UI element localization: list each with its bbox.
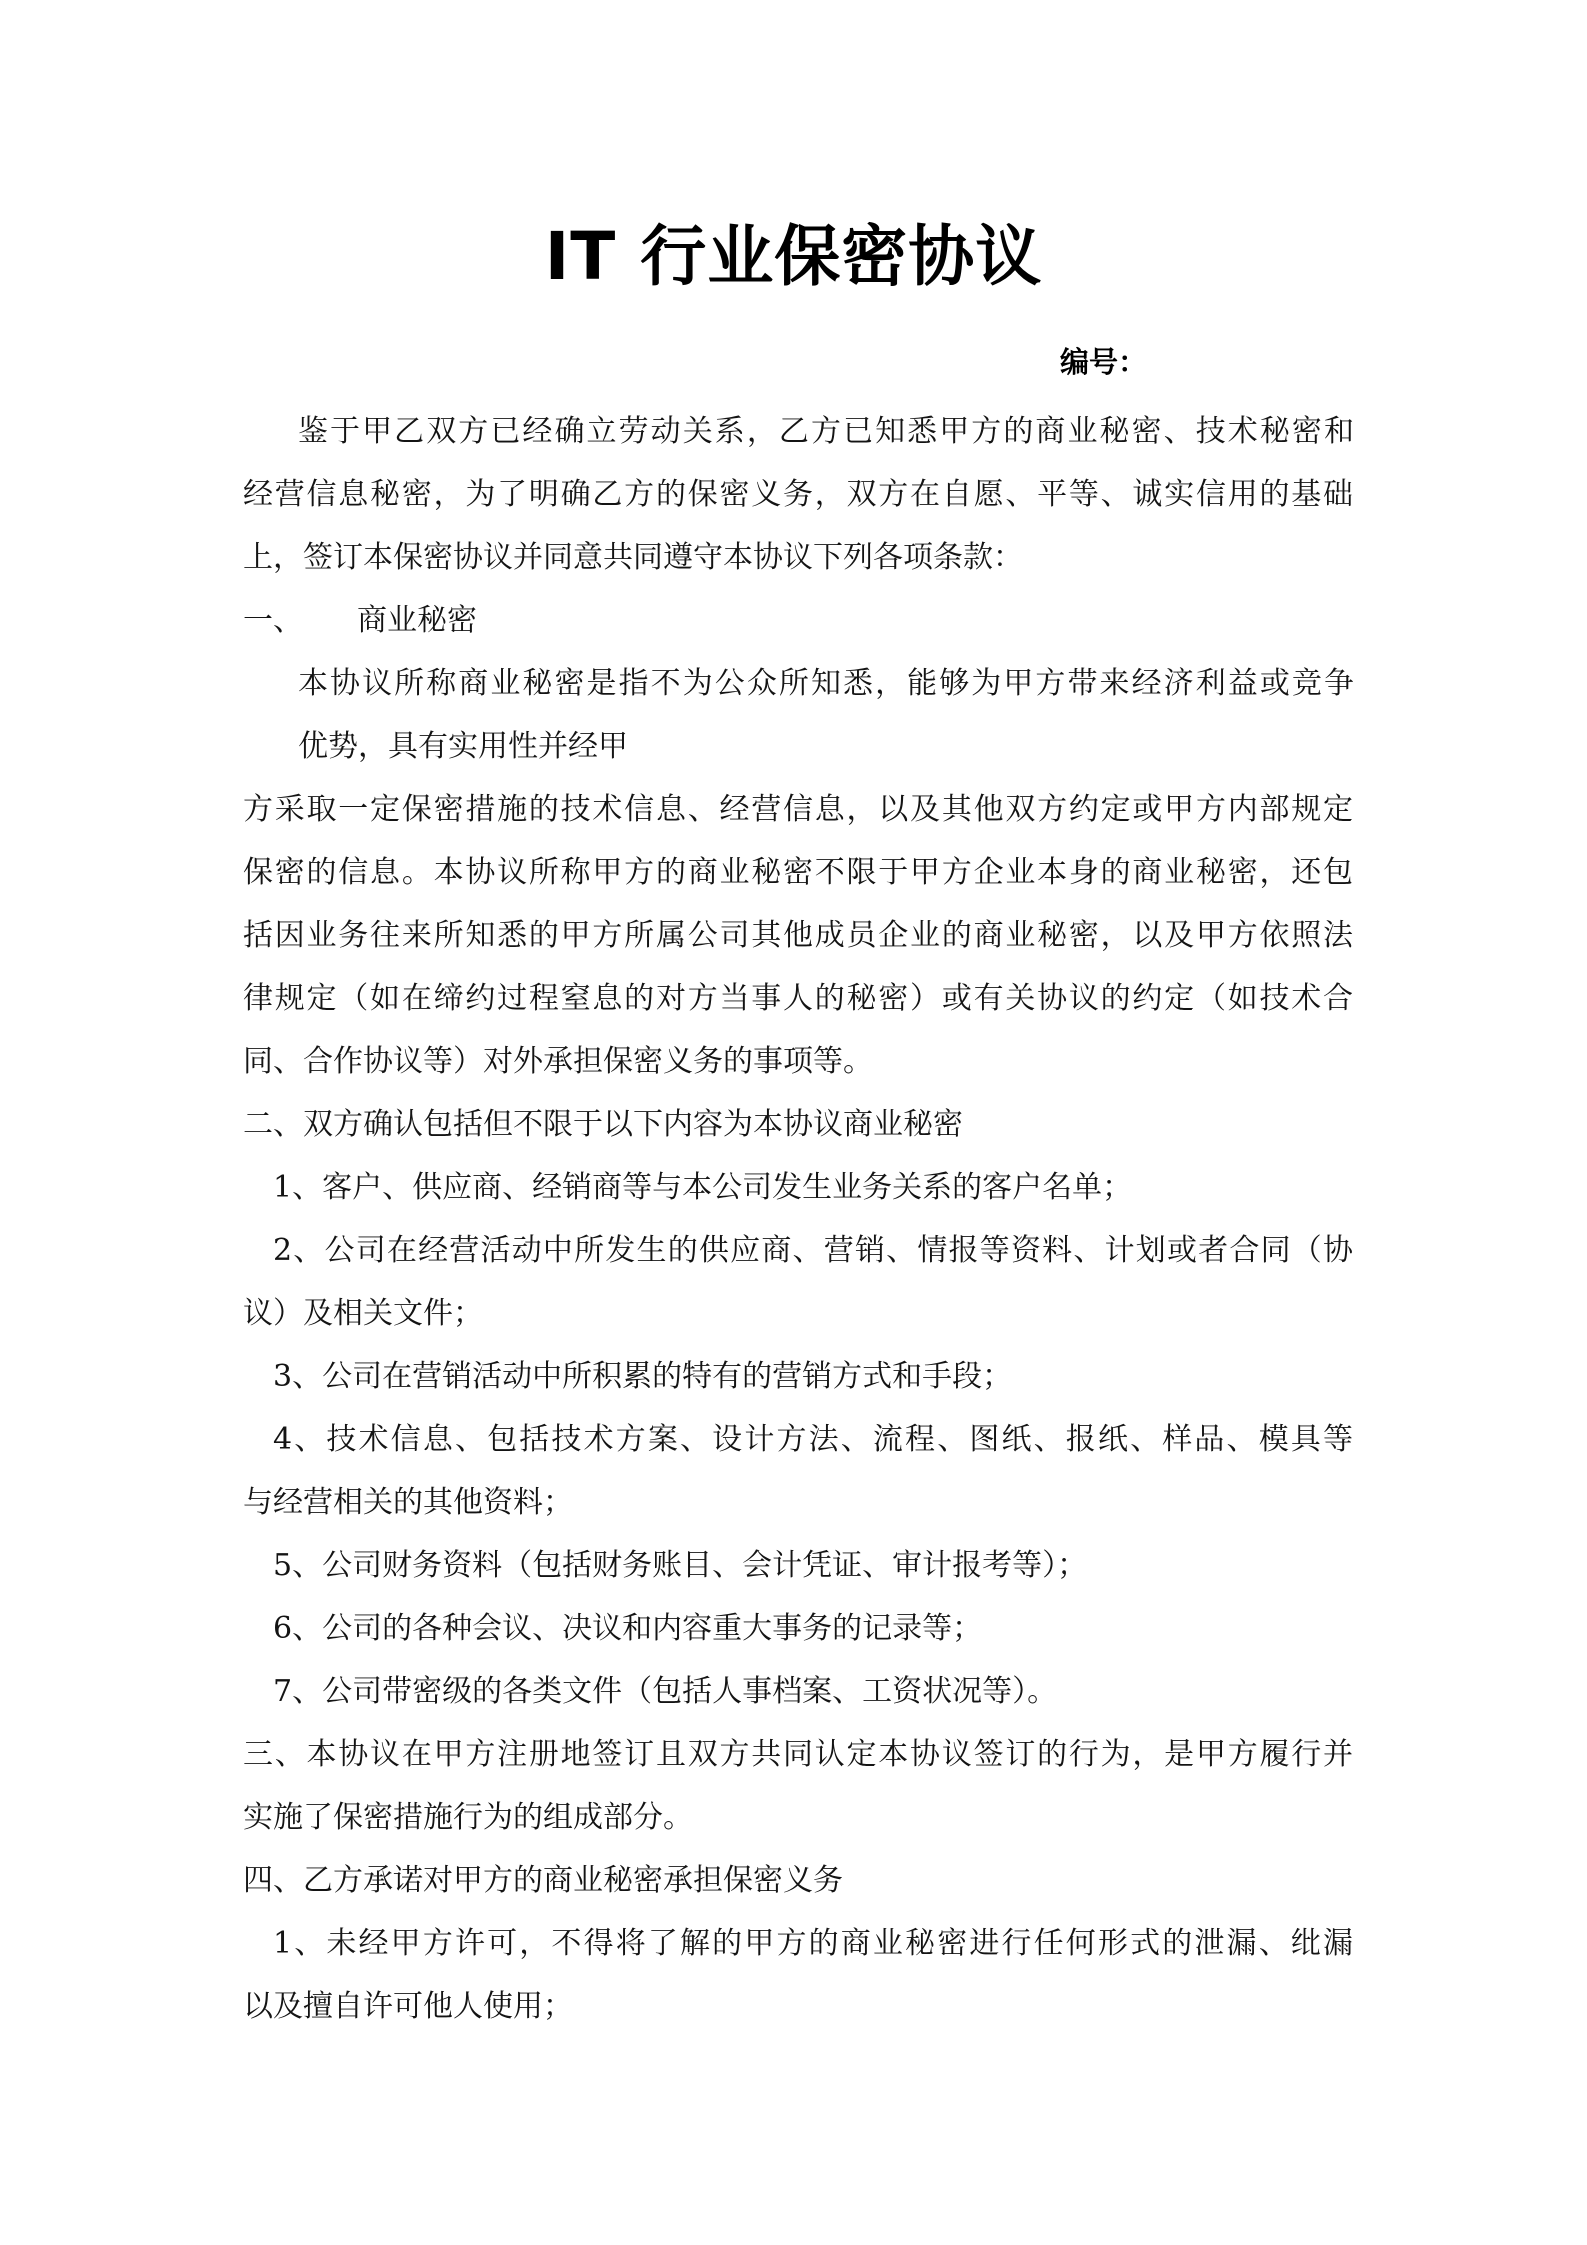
list-item-continuation: 议）及相关文件； bbox=[243, 1296, 483, 1331]
paragraph-line: 律规定（如在缔约过程窒息的对方当事人的秘密）或有关协议的约定（如技术合 bbox=[243, 981, 1353, 1016]
list-item: 1、客户、供应商、经销商等与本公司发生业务关系的客户名单； bbox=[273, 1170, 1133, 1205]
section-heading: 二、双方确认包括但不限于以下内容为本协议商业秘密 bbox=[243, 1107, 963, 1142]
section-title: 商业秘密 bbox=[357, 603, 477, 638]
section-number: 一、 bbox=[243, 603, 303, 638]
list-item: 2、公司在经营活动中所发生的供应商、营销、情报等资料、计划或者合同（协 bbox=[273, 1233, 1353, 1268]
paragraph-line: 经营信息秘密，为了明确乙方的保密义务，双方在自愿、平等、诚实信用的基础 bbox=[243, 477, 1353, 512]
paragraph-line: 本协议所称商业秘密是指不为公众所知悉，能够为甲方带来经济利益或竞争 bbox=[298, 666, 1354, 701]
paragraph-line: 保密的信息。本协议所称甲方的商业秘密不限于甲方企业本身的商业秘密，还包 bbox=[243, 855, 1353, 890]
list-item-continuation: 以及擅自许可他人使用； bbox=[243, 1989, 573, 2024]
section-heading bbox=[243, 599, 477, 643]
paragraph-line: 优势，具有实用性并经甲 bbox=[298, 729, 628, 764]
document-number-label: 编号： bbox=[1060, 345, 1148, 379]
paragraph-line: 上，签订本保密协议并同意共同遵守本协议下列各项条款： bbox=[243, 540, 1023, 575]
list-item: 5、公司财务资料（包括财务账目、会计凭证、审计报考等）； bbox=[273, 1548, 1088, 1583]
paragraph-line: 方采取一定保密措施的技术信息、经营信息，以及其他双方约定或甲方内部规定 bbox=[243, 792, 1353, 827]
list-item-continuation: 与经营相关的其他资料； bbox=[243, 1485, 573, 1520]
paragraph-line: 括因业务往来所知悉的甲方所属公司其他成员企业的商业秘密，以及甲方依照法 bbox=[243, 918, 1353, 953]
list-item: 1、未经甲方许可，不得将了解的甲方的商业秘密进行任何形式的泄漏、纰漏 bbox=[273, 1926, 1353, 1961]
list-item: 4、技术信息、包括技术方案、设计方法、流程、图纸、报纸、样品、模具等 bbox=[273, 1422, 1353, 1457]
section-heading: 四、乙方承诺对甲方的商业秘密承担保密义务 bbox=[243, 1863, 843, 1898]
list-item: 3、公司在营销活动中所积累的特有的营销方式和手段； bbox=[273, 1359, 1013, 1394]
document-title: IT 行业保密协议 bbox=[544, 218, 1043, 295]
list-item: 6、公司的各种会议、决议和内容重大事务的记录等； bbox=[273, 1611, 983, 1646]
paragraph-line: 鉴于甲乙双方已经确立劳动关系，乙方已知悉甲方的商业秘密、技术秘密和 bbox=[298, 414, 1354, 449]
paragraph-line: 实施了保密措施行为的组成部分。 bbox=[243, 1800, 693, 1835]
list-item: 7、公司带密级的各类文件（包括人事档案、工资状况等）。 bbox=[273, 1674, 1058, 1709]
section-heading: 三、本协议在甲方注册地签订且双方共同认定本协议签订的行为，是甲方履行并 bbox=[243, 1737, 1353, 1772]
paragraph-line: 同、合作协议等）对外承担保密义务的事项等。 bbox=[243, 1044, 873, 1079]
